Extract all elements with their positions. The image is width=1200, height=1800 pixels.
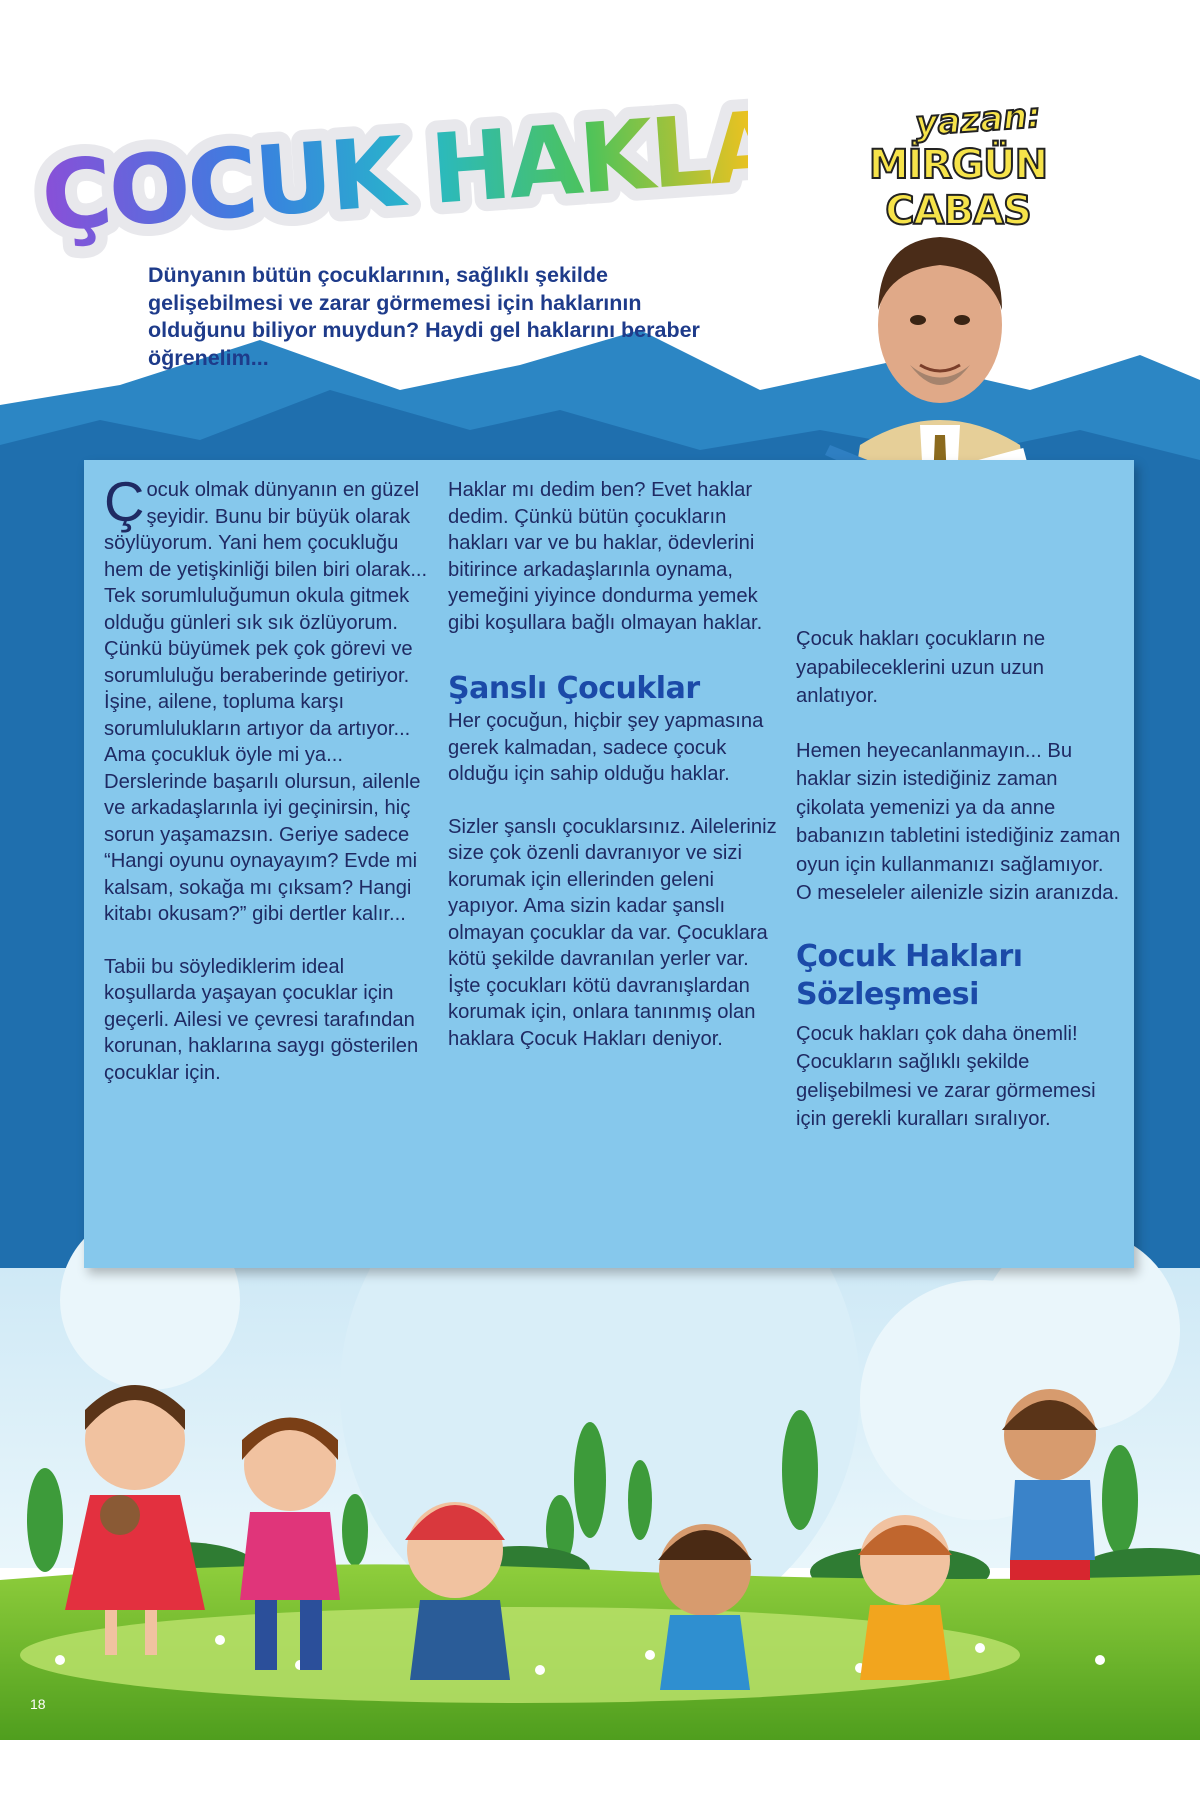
- author-label: yazan:: [913, 95, 1043, 145]
- drop-cap: Ç: [104, 470, 145, 533]
- kid-6: [1002, 1389, 1098, 1580]
- article-box: [84, 460, 1134, 1268]
- article-column-2: [448, 477, 778, 1052]
- paragraph: Haklar mı dedim ben? Evet haklar dedim. Çünkü bütün çocukların hakları var ve bu haklar, ödevlerini bitirince arkadaşlarınla oynama, yemeğini yiyince dondurma yemek gibi koşullara bağlı olmayan haklar.: [448, 479, 763, 634]
- paragraph: Çocuk olmak dünyanın en güzel şeyidir. Bunu bir büyük olarak söylüyorum. Yani hem çocukluğu hem de yetişkinliği bilen biri olarak... Tek sorumluluğumun okula gitmek olduğu günleri sık sık özlüyorum. Çünkü büyümek pek çok görevi ve sorumluluğu beraberinde getiriyor. İşine, ailene, topluma karşı sorumlulukların artıyor da artıyor... Ama çocukluk öyle mi ya... Derslerinde başarılı olursun, ailenle ve arkadaşlarınla iyi geçinirsin, hiç sorun yaşamazsın. Geriye sadece “Hangi oyunu oynayayım? Evde mi kalsam, sokağa mı çıksam? Hangi kitabı okusam?” gibi dertler kalır...: [104, 470, 428, 925]
- article-column-1: [104, 470, 434, 1086]
- paragraph: Tabii bu söylediklerim ideal koşullarda yaşayan çocuklar için geçerli. Ailesi ve çevresi tarafından korunan, haklarına saygı gösterilen çocuklar için.: [104, 955, 419, 1084]
- svg-text:ÇOCUK HAKLARI: ÇOCUK HAKLARI: [37, 88, 748, 254]
- svg-text:ÇOCUK HAKLARI: ÇOCUK HAKLARI: [37, 88, 748, 254]
- intro-paragraph: Dünyanın bütün çocuklarının, sağlıklı şekilde gelişebilmesi ve zarar görmemesi için haklarının olduğunu biliyor muydun? Haydi gel haklarını beraber öğrenelim...: [148, 263, 700, 370]
- section-heading-sansli-cocuklar: Şanslı Çocuklar: [448, 671, 700, 706]
- paragraph: Her çocuğun, hiçbir şey yapmasına gerek kalmadan, sadece çocuk olduğu için sahip olduğu haklar.: [448, 710, 764, 785]
- paragraph: Çocuk hakları çok daha önemli! Çocukların sağlıklı şekilde gelişebilmesi ve zarar görmemesi için gerekli kuralları sıralıyor.: [796, 1022, 1096, 1130]
- paragraph: Çocuk hakları çocukların ne yapabileceklerini uzun uzun anlatıyor.: [796, 628, 1046, 707]
- paragraph: Sizler şanslı çocuklarsınız. Aileleriniz size çok özenli davranıyor ve sizi korumak için ellerinden geleni yapıyor. Ama sizin kadar şanslı olmayan çocuklar da var. Çocuklara kötü şekilde davranılan yerler var. İşte çocukları kötü davranışlardan korumak için, onlara tanınmış olan haklara Çocuk Hakları deniyor.: [448, 815, 777, 1050]
- page-number: 18: [30, 1696, 46, 1712]
- paragraph: Hemen heyecanlanmayın... Bu haklar sizin istediğiniz zaman çikolata yemenizi ya da anne babanızın tabletini istediğiniz zaman oyun için kullanmanızı sağlamıyor. O meseleler ailenizle sizin aranızda.: [796, 739, 1121, 904]
- page-title: [28, 88, 748, 278]
- author-credit: [808, 95, 1108, 234]
- article-column-3: [796, 625, 1121, 1134]
- section-heading-cocuk-haklari-sozlesmesi: Çocuk Hakları Sözleşmesi: [796, 938, 1023, 1012]
- author-name: MİRGÜN CABAS: [868, 142, 1048, 234]
